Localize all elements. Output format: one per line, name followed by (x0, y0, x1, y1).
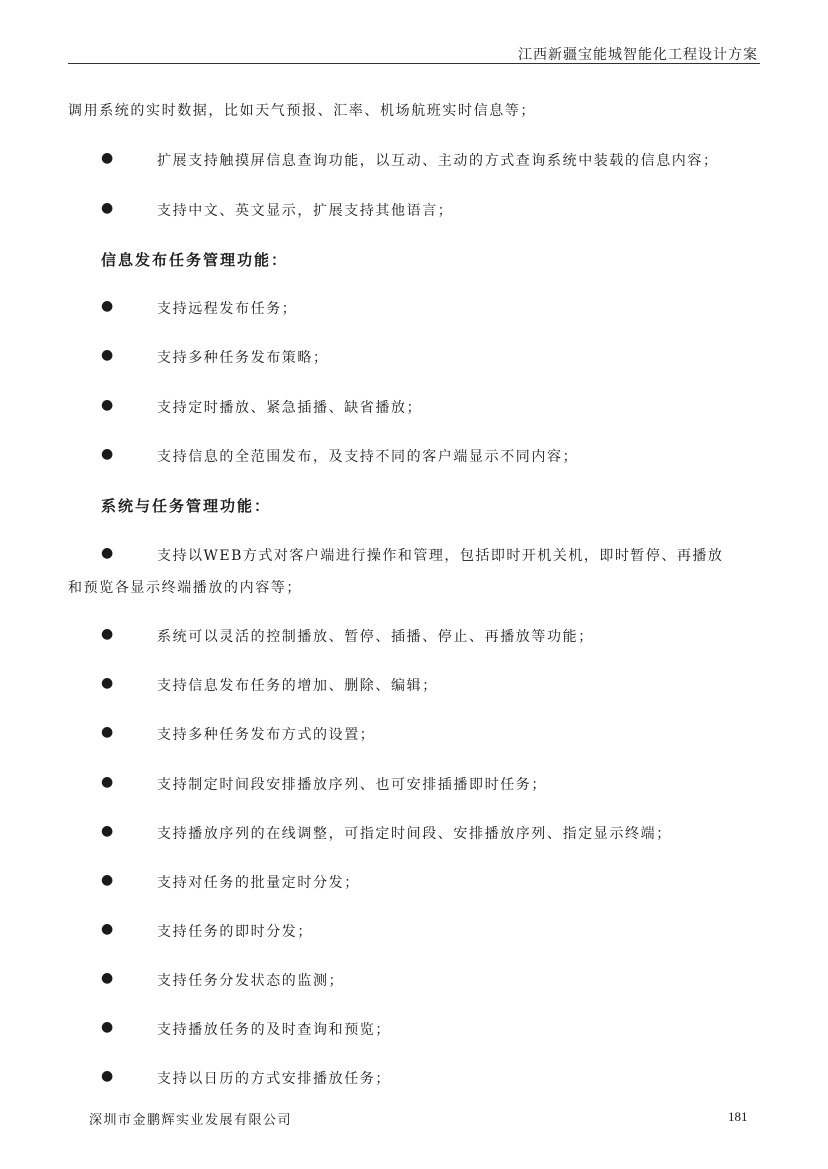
bullet-icon: ● (101, 347, 114, 363)
bullet-icon: ● (101, 724, 114, 740)
bullet-icon: ● (101, 1068, 114, 1084)
bullet-icon: ● (101, 545, 114, 561)
bullet-icon: ● (101, 675, 114, 691)
list-item-text: 支持信息发布任务的增加、删除、编辑； (157, 678, 438, 694)
bullet-icon: ● (101, 397, 114, 413)
header-divider (68, 63, 760, 64)
bullet-icon: ● (101, 970, 114, 986)
list-item-text: 支持播放序列的在线调整，可指定时间段、安排播放序列、指定显示终端； (157, 826, 672, 842)
list-item-text: 支持多种任务发布策略； (157, 350, 329, 366)
bullet-icon: ● (101, 872, 114, 888)
company-name: 深圳市金鹏辉实业发展有限公司 (89, 1113, 293, 1128)
list-item-text: 支持多种任务发布方式的设置； (157, 727, 376, 743)
list-item-text: 支持远程发布任务； (157, 301, 298, 317)
bullet-icon: ● (101, 823, 114, 839)
list-item-text: 支持以日历的方式安排播放任务； (157, 1071, 391, 1087)
list-item-text: 支持信息的全范围发布，及支持不同的客户端显示不同内容； (157, 449, 579, 465)
bullet-icon: ● (101, 626, 114, 642)
section-heading: 系统与任务管理功能： (101, 497, 272, 515)
bullet-icon: ● (101, 200, 114, 216)
list-item-text: 扩展支持触摸屏信息查询功能，以互动、主动的方式查询系统中装载的信息内容； (157, 153, 719, 169)
bullet-icon: ● (101, 1019, 114, 1035)
list-item-text: 支持任务分发状态的监测； (157, 973, 345, 989)
list-item-text: 支持播放任务的及时查询和预览； (157, 1022, 391, 1038)
list-item-text: 支持以WEB方式对客户端进行操作和管理，包括即时开机关机，即时暂停、再播放 (157, 548, 724, 564)
section-heading: 信息发布任务管理功能： (101, 251, 289, 269)
list-item-text: 支持制定时间段安排播放序列、也可安排插播即时任务； (157, 777, 547, 793)
list-item-text: 支持对任务的批量定时分发； (157, 875, 360, 891)
list-item-text: 系统可以灵活的控制播放、暂停、插播、停止、再播放等功能； (157, 629, 594, 645)
list-item-text-continued: 和预览各显示终端播放的内容等； (68, 580, 302, 596)
bullet-icon: ● (101, 298, 114, 314)
page-number: 181 (728, 1109, 748, 1124)
bullet-icon: ● (101, 446, 114, 462)
list-item-text: 支持定时播放、紧急插播、缺省播放； (157, 400, 423, 416)
bullet-icon: ● (101, 921, 114, 937)
list-item-text: 支持中文、英文显示，扩展支持其他语言； (157, 203, 454, 219)
document-title: 江西新疆宝能城智能化工程设计方案 (518, 47, 758, 63)
bullet-icon: ● (101, 774, 114, 790)
list-item-text: 支持任务的即时分发； (157, 924, 313, 940)
continuation-text: 调用系统的实时数据，比如天气预报、汇率、机场航班实时信息等； (68, 103, 536, 119)
bullet-icon: ● (101, 150, 114, 166)
